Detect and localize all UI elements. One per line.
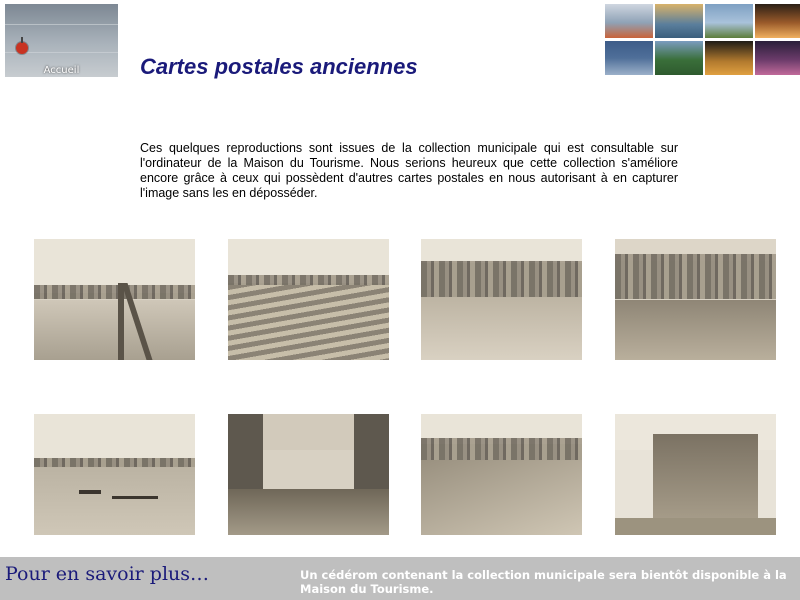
postcard-3[interactable] bbox=[421, 239, 582, 360]
top-thumbnail-grid bbox=[605, 4, 797, 77]
postcard-7[interactable] bbox=[421, 414, 582, 535]
page-title: Cartes postales anciennes bbox=[140, 54, 418, 79]
home-label: Accueil bbox=[43, 65, 80, 76]
thumb-4[interactable] bbox=[755, 4, 800, 38]
postcard-2[interactable] bbox=[228, 239, 389, 360]
thumb-1[interactable] bbox=[605, 4, 653, 38]
thumb-7[interactable] bbox=[705, 41, 753, 75]
footer-note: Un cédérom contenant la collection municipale sera bientôt disponible à la Maison du Tourisme. bbox=[300, 568, 787, 596]
footer-bar bbox=[0, 557, 800, 600]
buoy-icon bbox=[16, 42, 28, 54]
postcard-8[interactable] bbox=[615, 414, 776, 535]
postcard-6[interactable] bbox=[228, 414, 389, 535]
thumb-2[interactable] bbox=[655, 4, 703, 38]
intro-text: Ces quelques reproductions sont issues de la collection municipale qui est consultable sur l'ordinateur de la Maison du Tourisme. Nous serions heureux que cette collection s'améliore encore grâce à ceux qui possèdent d'autres cartes postales en nous autorisant à en capturer l'image sans les en déposséder. bbox=[140, 141, 678, 200]
thumb-3[interactable] bbox=[705, 4, 753, 38]
thumb-6[interactable] bbox=[655, 41, 703, 75]
postcard-5[interactable] bbox=[34, 414, 195, 535]
more-info-link[interactable]: Pour en savoir plus… bbox=[5, 563, 210, 585]
water-line bbox=[5, 24, 118, 25]
home-thumbnail-link[interactable] bbox=[5, 4, 118, 77]
thumb-5[interactable] bbox=[605, 41, 653, 75]
postcard-1[interactable] bbox=[34, 239, 195, 360]
postcard-4[interactable] bbox=[615, 239, 776, 360]
thumb-8[interactable] bbox=[755, 41, 800, 75]
